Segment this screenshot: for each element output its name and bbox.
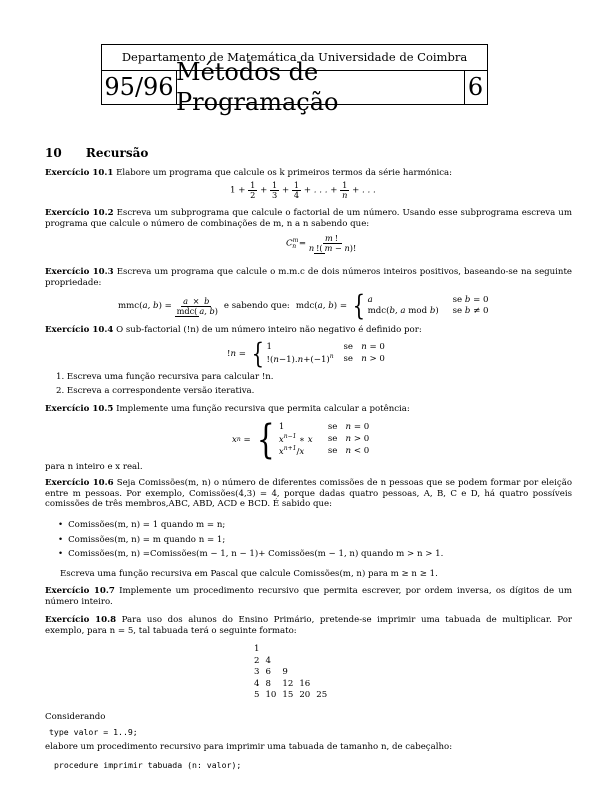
table-cell: 3 bbox=[254, 667, 260, 678]
academic-year: 95/96 bbox=[102, 70, 177, 104]
table-cell: 6 bbox=[265, 667, 271, 678]
exercise-label: Exercício 10.4 bbox=[45, 325, 114, 335]
exercise-10-8 bbox=[45, 615, 572, 636]
exercise-text: Escreva um programa que calcule o m.m.c de dois números inteiros positivos, baseando-se na seguinte propriedade: bbox=[45, 267, 573, 288]
table-cell: 4 bbox=[254, 678, 260, 689]
list-item: • Comissões(m, n) =Comissões(m − 1, n − 1)+ Comissões(m − 1, n) quando m > n > 1. bbox=[58, 549, 443, 560]
exercise-10-3 bbox=[45, 267, 572, 288]
exercise-text: Para uso dos alunos do Ensino Primário, pretende-se imprimir uma tabuada de multiplicar. Por exemplo, para n = 5, tal tabuada terá o seguinte formato: bbox=[45, 615, 572, 636]
section-heading bbox=[45, 146, 148, 161]
exercise-10-7 bbox=[45, 586, 572, 607]
sheet-number: 6 bbox=[467, 73, 484, 101]
ex5-after: para n inteiro e x real. bbox=[45, 462, 143, 472]
exercise-10-1 bbox=[45, 168, 572, 179]
table-cell: 15 bbox=[282, 690, 294, 701]
table-cell: 16 bbox=[299, 678, 311, 689]
table-cell: 2 bbox=[254, 655, 260, 666]
department-name: Departamento de Matemática da Universidade de Coimbra bbox=[102, 45, 487, 71]
section-number: 10 bbox=[45, 146, 62, 160]
exercise-10-6 bbox=[45, 478, 572, 510]
list-item: 2. Escreva a correspondente versão iterativa. bbox=[56, 385, 255, 396]
table-cell: 1 bbox=[254, 644, 260, 654]
table-cell: 12 bbox=[282, 678, 294, 689]
table-cell: 4 bbox=[265, 655, 271, 666]
ex4-list bbox=[56, 372, 274, 396]
harmonic-series-formula: 1 + $\frac{1}{2}$ + $\frac{1}{3}$ + $\frac{1}{4}$ + . . . + $\frac{1}{n}$ + . . . bbox=[230, 180, 376, 200]
exercise-text: Escreva um subprograma que calcule o factorial de um número. Usando esse subprograma escreva um programa que calcule o número de combinações de m, n a n sabendo que: bbox=[45, 208, 572, 229]
considering-text: Considerando bbox=[45, 712, 106, 722]
table-row bbox=[254, 644, 333, 656]
list-item: • Comissões(m, n) = m quando n = 1; bbox=[58, 535, 443, 546]
table-cell: 20 bbox=[299, 690, 311, 701]
code-procedure-header: procedure imprimir tabuada (n: valor); bbox=[54, 760, 242, 770]
exercise-text: O sub-factorial (!n) de um número inteiro não negativo é definido por: bbox=[116, 325, 422, 335]
combinations-formula: $C^m_n$ = $\frac{m !}{n !( m - n)!}$ bbox=[286, 233, 357, 253]
course-title: Métodos de Programação bbox=[176, 70, 465, 104]
exercise-text: Seja Comissões(m, n) o número de diferentes comissões de n pessoas que se podem formar por eleição entre m pessoas. Por exemplo, Comissões(4,3) = 4, porque dadas quatro pessoas, A, B, C e D, há quatro possíveis comissões de três membros,ABC, ABD, ACD e BCD. É sabido que: bbox=[45, 478, 572, 510]
table-row bbox=[254, 667, 333, 679]
mmc-formula: mmc( a, b ) = $\frac{a \times b}{\text{mdc( a, b)}}$ e sabendo que: mdc( a, b ) = { a se b = 0 mdc(b, a mod b) se b ≠ 0 bbox=[118, 289, 489, 322]
exercise-label: Exercício 10.7 bbox=[45, 586, 115, 596]
exercise-label: Exercício 10.8 bbox=[45, 615, 117, 625]
ex8-text2: elabore um procedimento recursivo para imprimir uma tabuada de tamanho n, de cabeçalho: bbox=[45, 742, 453, 752]
exercise-text: Implemente uma função recursiva que permita calcular a potência: bbox=[116, 404, 410, 414]
exercise-10-5 bbox=[45, 404, 572, 415]
exercise-label: Exercício 10.5 bbox=[45, 404, 114, 414]
multiplication-table bbox=[254, 644, 333, 702]
exercise-label: Exercício 10.2 bbox=[45, 208, 114, 218]
ex6-after: Escreva uma função recursiva em Pascal que calcule Comissões(m, n) para m ≥ n ≥ 1. bbox=[60, 569, 438, 579]
exercise-label: Exercício 10.3 bbox=[45, 267, 114, 277]
table-cell: 5 bbox=[254, 690, 260, 701]
exercise-10-2 bbox=[45, 208, 572, 229]
table-row bbox=[254, 656, 333, 668]
table-cell: 9 bbox=[282, 667, 288, 678]
header-box bbox=[101, 44, 488, 116]
table-cell: 10 bbox=[265, 690, 277, 701]
exercise-text: Elabore um programa que calcule os k primeiros termos da série harmónica: bbox=[116, 168, 453, 178]
list-item: • Comissões(m, n) = 1 quando m = n; bbox=[58, 520, 443, 531]
table-cell: 25 bbox=[316, 690, 328, 701]
exercise-10-4 bbox=[45, 325, 572, 336]
table-row bbox=[254, 679, 333, 691]
ex6-bullets bbox=[58, 520, 443, 560]
table-row bbox=[254, 690, 333, 702]
power-formula: x n = { 1 se n = 0 $x^{n-1}$ ∗ x se n > 0 $x^{n+1}/x$ se n < 0 bbox=[232, 417, 370, 463]
exercise-label: Exercício 10.1 bbox=[45, 168, 114, 178]
code-type-decl: type valor = 1..9; bbox=[49, 727, 138, 737]
exercise-text: Implemente um procedimento recursivo que permita escrever, por ordem inversa, os dígitos de um número inteiro. bbox=[45, 586, 572, 607]
list-item: 1. Escreva uma função recursiva para calcular !n. bbox=[56, 372, 274, 382]
subfactorial-formula: ! n = { 1 se n = 0 $!(n-1).n+(-1)^n$ se n > 0 bbox=[227, 337, 385, 370]
exercise-label: Exercício 10.6 bbox=[45, 478, 114, 488]
section-title: Recursão bbox=[85, 146, 149, 160]
table-cell: 8 bbox=[265, 678, 271, 689]
